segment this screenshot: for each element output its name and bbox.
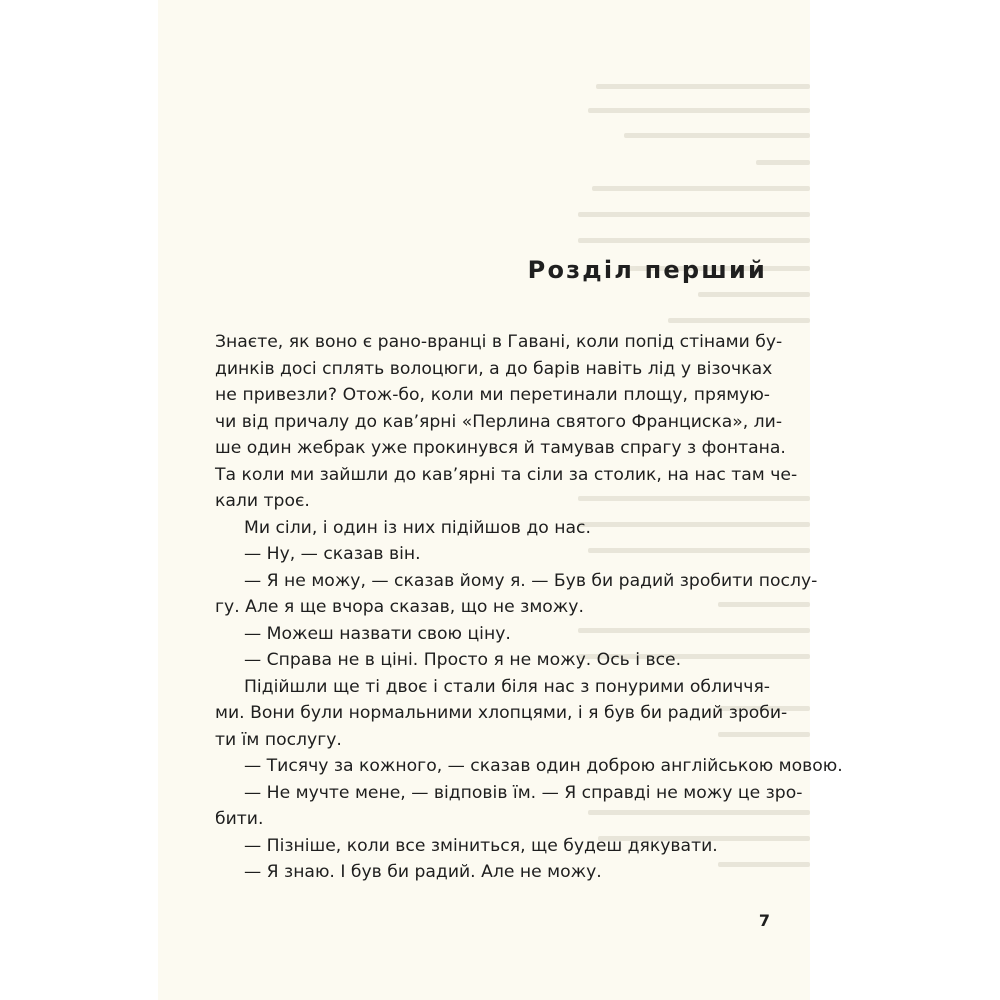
text-line: кали троє.	[215, 491, 310, 511]
text-line: — Справа не в ціні. Просто я не можу. Ось і все.	[244, 650, 682, 670]
text-line: — Не мучте мене, — відповів їм. — Я справді не можу це зро-	[244, 782, 803, 803]
text-line: — Я не можу, — сказав йому я. — Був би радий зробити послу-	[244, 570, 818, 591]
text-line: бити.	[215, 809, 264, 829]
text-line: ти їм послугу.	[215, 729, 342, 750]
chapter-body	[215, 329, 843, 886]
text-line: Знаєте, як воно є рано-вранці в Гавані, коли попід стінами бу-	[215, 332, 783, 352]
text-line: — Я знаю. І був би радий. Але не можу.	[244, 862, 602, 882]
text-line: динків досі сплять волоцюги, а до барів навіть лід у візочках	[215, 358, 773, 379]
chapter-heading: Розділ перший	[527, 256, 767, 284]
text-line: не привезли? Отож-бо, коли ми перетинали площу, прямую-	[215, 385, 770, 405]
text-line: Ми сіли, і один із них підійшов до нас.	[244, 517, 591, 538]
text-line: Та коли ми зайшли до кав’ярні та сіли за столик, на нас там че-	[215, 464, 798, 485]
text-line: — Тисячу за кожного, — сказав один доброю англійською мовою.	[244, 756, 843, 776]
text-line: гу. Але я ще вчора сказав, що не зможу.	[215, 597, 584, 617]
text-line: — Пізніше, коли все зміниться, ще будеш дякувати.	[244, 835, 718, 856]
text-line: ми. Вони були нормальними хлопцями, і я був би радий зроби-	[215, 703, 788, 723]
text-line: — Ну, — сказав він.	[244, 544, 421, 564]
text-line: чи від причалу до кав’ярні «Перлина святого Франциска», ли-	[215, 411, 783, 432]
page-number: 7	[758, 911, 770, 930]
text-line: Підійшли ще ті двоє і стали біля нас з понурими обличчя-	[244, 676, 770, 697]
text-line: — Можеш назвати свою ціну.	[244, 623, 511, 644]
text-line: ше один жебрак уже прокинувся й тамував спрагу з фонтана.	[215, 438, 786, 458]
